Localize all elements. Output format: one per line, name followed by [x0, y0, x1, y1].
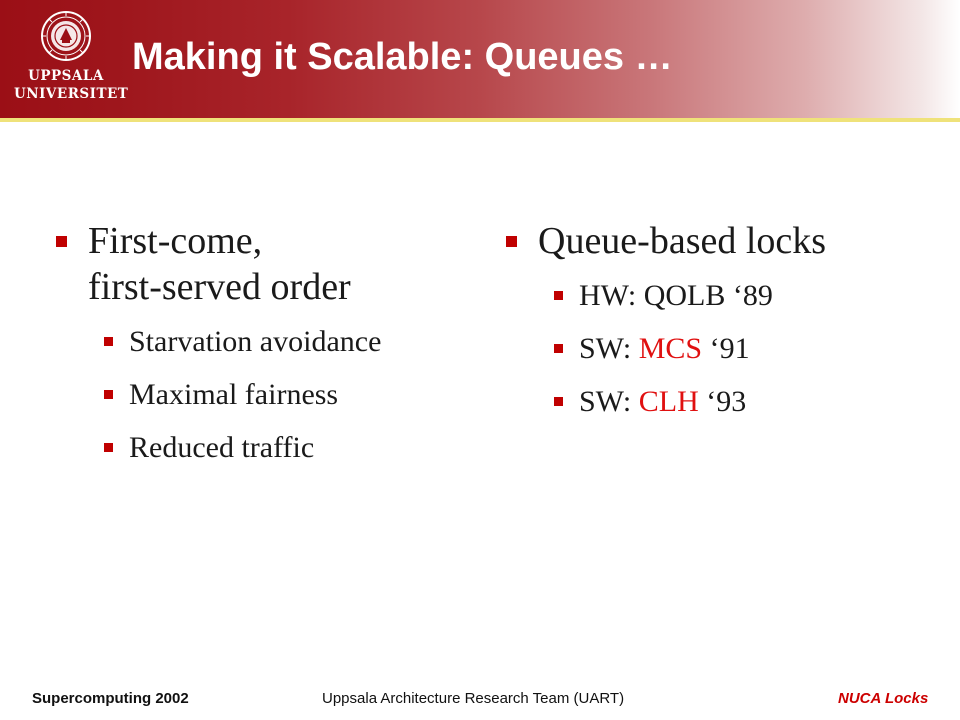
sub-bullet	[54, 377, 474, 413]
sub-bullet-prefix: SW:	[579, 332, 639, 365]
left-column	[54, 218, 474, 483]
square-bullet-icon	[104, 443, 113, 452]
sub-bullet-suffix: ‘91	[702, 332, 750, 365]
sub-bullet-text: Reduced traffic	[129, 431, 315, 464]
bullet-fcfs-line2: first-served order	[88, 266, 351, 308]
sub-bullet-prefix: HW: QOLB ‘89	[579, 279, 773, 312]
square-bullet-icon	[554, 397, 563, 406]
square-bullet-icon	[554, 291, 563, 300]
footer-team: Uppsala Architecture Research Team (UART)	[322, 690, 625, 707]
bullet-fcfs-line1: First-come,	[88, 220, 263, 262]
header-rule	[0, 118, 960, 122]
footer-conference: Supercomputing 2002	[32, 690, 189, 707]
sub-bullet-text: Starvation avoidance	[129, 325, 382, 358]
sub-bullet-text: Maximal fairness	[129, 378, 339, 411]
queue-locks-sub-list	[504, 278, 924, 420]
square-bullet-icon	[104, 390, 113, 399]
logo-text-line2: UNIVERSITET	[14, 86, 129, 102]
university-seal-icon	[40, 10, 92, 62]
square-bullet-icon	[554, 344, 563, 353]
square-bullet-icon	[506, 236, 517, 247]
footer-topic: NUCA Locks	[838, 690, 929, 707]
fcfs-sub-list	[54, 324, 474, 466]
sub-bullet-highlight: MCS	[638, 332, 703, 365]
sub-bullet	[54, 324, 474, 360]
slide-title: Making it Scalable: Queues …	[132, 36, 673, 78]
bullet-queue-locks	[504, 218, 924, 264]
square-bullet-icon	[56, 236, 67, 247]
university-logo	[14, 10, 129, 110]
sub-bullet	[504, 278, 924, 314]
square-bullet-icon	[104, 337, 113, 346]
bullet-fcfs	[54, 218, 474, 310]
sub-bullet	[54, 430, 474, 466]
sub-bullet-prefix: SW:	[579, 385, 639, 418]
logo-text-line1: UPPSALA	[28, 68, 104, 84]
right-column	[504, 218, 924, 437]
bullet-queue-locks-text: Queue-based locks	[538, 220, 827, 262]
sub-bullet-suffix: ‘93	[698, 385, 747, 418]
sub-bullet	[504, 331, 924, 367]
sub-bullet-highlight: CLH	[638, 385, 699, 418]
sub-bullet	[504, 384, 924, 420]
